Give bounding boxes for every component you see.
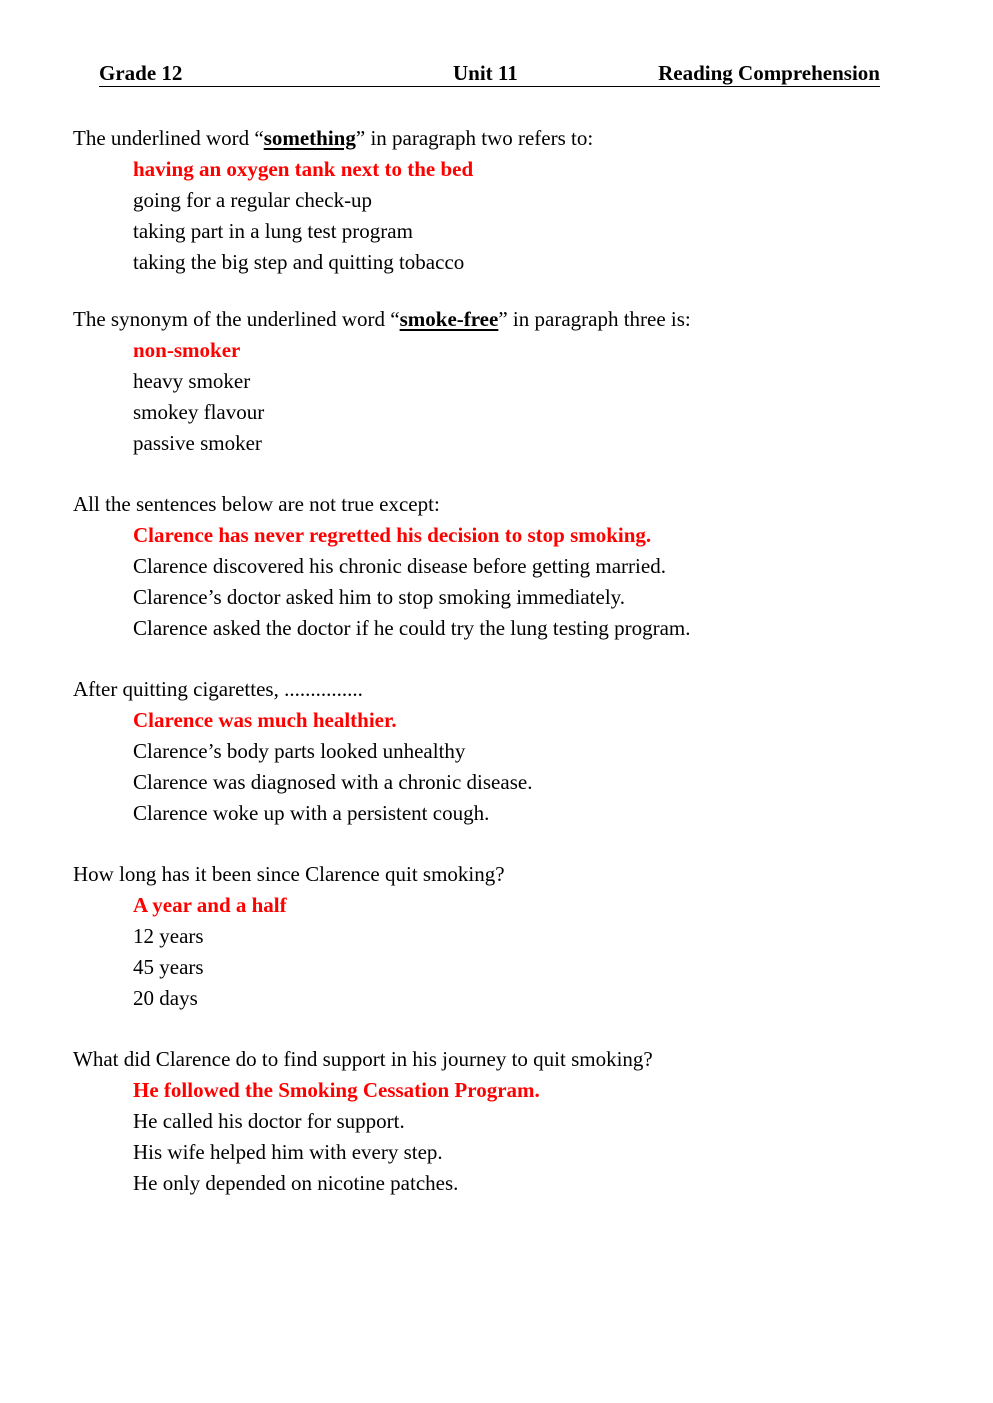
- correct-answer: He followed the Smoking Cessation Program.: [133, 1078, 540, 1102]
- correct-answer: Clarence has never regretted his decision to stop smoking.: [133, 523, 652, 547]
- header-section: Reading Comprehension: [658, 61, 880, 85]
- correct-answer: Clarence was much healthier.: [133, 708, 397, 732]
- answer-option: going for a regular check-up: [133, 188, 373, 212]
- answer-option: Clarence’s body parts looked unhealthy: [133, 739, 466, 763]
- answer-option: He only depended on nicotine patches.: [133, 1171, 459, 1195]
- stem-before: The underlined word “: [73, 126, 264, 150]
- question-stem: [73, 304, 953, 335]
- answer-option: His wife helped him with every step.: [133, 1140, 443, 1164]
- answer-option: Clarence discovered his chronic disease before getting married.: [133, 554, 666, 578]
- question-stem: After quitting cigarettes, ...............: [73, 677, 363, 701]
- header-grade: Grade 12: [99, 61, 183, 85]
- answer-option: passive smoker: [133, 431, 262, 455]
- underlined-keyword: smoke-free: [399, 307, 499, 331]
- stem-after: ” in paragraph three is:: [498, 307, 691, 331]
- answer-option: Clarence woke up with a persistent cough.: [133, 801, 490, 825]
- question-3: [73, 489, 953, 644]
- header-unit: Unit 11: [453, 61, 518, 85]
- stem-before: The synonym of the underlined word “: [73, 307, 400, 331]
- question-5: [73, 859, 953, 1014]
- answer-options: [73, 705, 953, 829]
- correct-answer: having an oxygen tank next to the bed: [133, 157, 474, 181]
- answer-option: 20 days: [133, 986, 198, 1010]
- answer-option: He called his doctor for support.: [133, 1109, 405, 1133]
- question-1: [73, 123, 953, 278]
- answer-option: 12 years: [133, 924, 204, 948]
- answer-options: [73, 520, 953, 644]
- answer-option: Clarence was diagnosed with a chronic disease.: [133, 770, 533, 794]
- answer-option: 45 years: [133, 955, 204, 979]
- question-stem: [73, 123, 953, 154]
- question-stem: How long has it been since Clarence quit smoking?: [73, 862, 505, 886]
- answer-option: Clarence’s doctor asked him to stop smoking immediately.: [133, 585, 626, 609]
- answer-option: smokey flavour: [133, 400, 265, 424]
- question-2: [73, 304, 953, 459]
- question-stem: All the sentences below are not true except:: [73, 492, 440, 516]
- answer-option: Clarence asked the doctor if he could try the lung testing program.: [133, 616, 691, 640]
- correct-answer: A year and a half: [133, 893, 287, 917]
- answer-option: taking the big step and quitting tobacco: [133, 250, 465, 274]
- answer-option: heavy smoker: [133, 369, 251, 393]
- answer-options: [73, 335, 953, 459]
- answer-options: [73, 890, 953, 1014]
- correct-answer: non-smoker: [133, 338, 241, 362]
- answer-options: [73, 154, 953, 278]
- question-6: [73, 1044, 953, 1199]
- page-header: [99, 60, 880, 87]
- question-4: [73, 674, 953, 829]
- underlined-keyword: something: [263, 126, 356, 150]
- question-stem: What did Clarence do to find support in his journey to quit smoking?: [73, 1047, 653, 1071]
- stem-after: ” in paragraph two refers to:: [355, 126, 594, 150]
- answer-options: [73, 1075, 953, 1199]
- answer-option: taking part in a lung test program: [133, 219, 413, 243]
